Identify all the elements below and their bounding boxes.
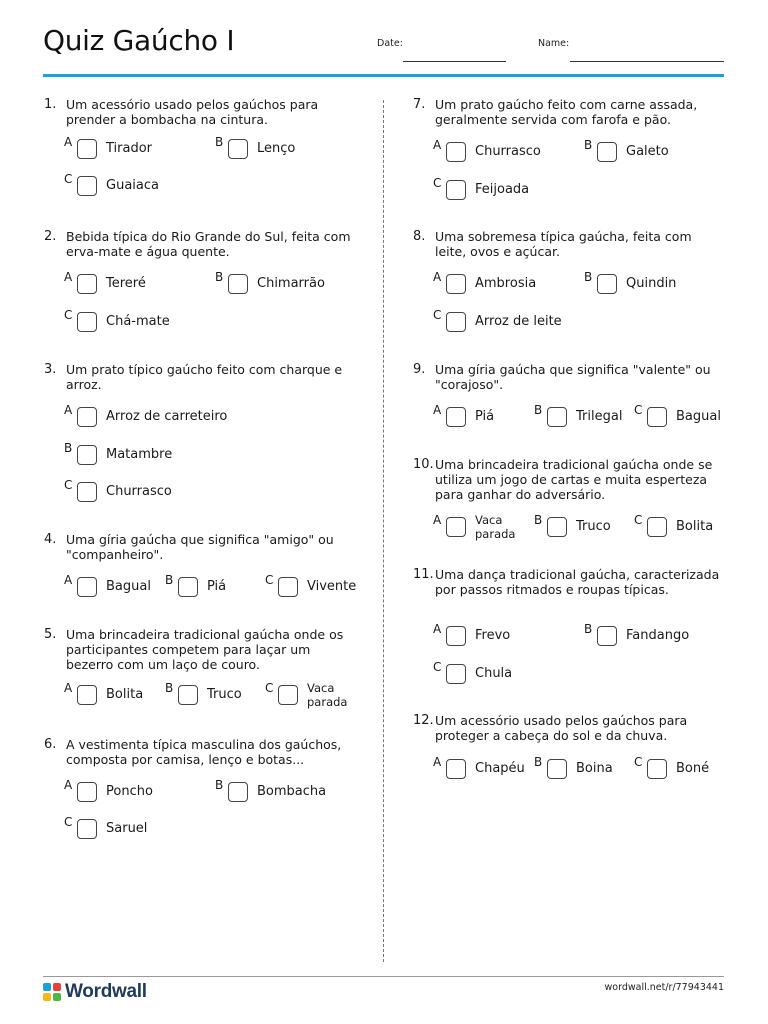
option-label: Boina	[576, 761, 613, 776]
option-label: Truco	[576, 519, 611, 534]
question-text: Um acessório usado pelos gaúchos para prender a bombacha na cintura.	[66, 97, 319, 127]
option-label: Fandango	[626, 628, 690, 643]
answer-checkbox[interactable]	[77, 312, 97, 332]
option-letter: A	[433, 755, 442, 769]
option-letter: B	[534, 755, 543, 769]
answer-checkbox[interactable]	[77, 176, 97, 196]
question-number: 6.	[44, 737, 57, 752]
option-label: Guaiaca	[106, 178, 159, 193]
answer-checkbox[interactable]	[77, 407, 97, 427]
option-label: Chapéu	[475, 761, 525, 776]
answer-checkbox[interactable]	[647, 407, 667, 427]
answer-checkbox[interactable]	[77, 482, 97, 502]
answer-checkbox[interactable]	[228, 139, 248, 159]
answer-checkbox[interactable]	[446, 274, 466, 294]
option-letter: C	[433, 660, 442, 674]
answer-checkbox[interactable]	[446, 407, 466, 427]
date-field[interactable]	[403, 61, 506, 62]
question-number: 11.	[413, 567, 434, 582]
option-label: Vaca parada	[475, 513, 516, 541]
option-label: Feijoada	[475, 182, 530, 197]
option-label: Chá-mate	[106, 314, 170, 329]
name-label: Name:	[538, 38, 570, 49]
option-letter: C	[634, 755, 643, 769]
question-text: Um acessório usado pelos gaúchos para proteger a cabeça do sol e da chuva.	[435, 713, 688, 743]
answer-checkbox[interactable]	[446, 180, 466, 200]
option-letter: B	[534, 513, 543, 527]
option-label: Galeto	[626, 144, 669, 159]
answer-checkbox[interactable]	[228, 782, 248, 802]
footer-divider	[43, 976, 724, 977]
answer-checkbox[interactable]	[178, 685, 198, 705]
question-text: A vestimenta típica masculina dos gaúchos, composta por camisa, lenço e botas...	[66, 737, 342, 767]
wordwall-logo	[43, 982, 147, 1002]
answer-checkbox[interactable]	[77, 139, 97, 159]
answer-checkbox[interactable]	[278, 685, 298, 705]
answer-checkbox[interactable]	[446, 626, 466, 646]
question-text: Uma brincadeira tradicional gaúcha onde se utiliza um jogo de cartas e muita esperteza para ganhar do adversário.	[435, 457, 713, 502]
option-label: Boné	[676, 761, 710, 776]
option-label: Bombacha	[257, 784, 327, 799]
page-title: Quiz Gaúcho I	[43, 24, 235, 57]
answer-checkbox[interactable]	[77, 782, 97, 802]
option-label: Bolita	[676, 519, 714, 534]
answer-checkbox[interactable]	[597, 142, 617, 162]
answer-checkbox[interactable]	[178, 577, 198, 597]
answer-checkbox[interactable]	[647, 517, 667, 537]
logo-square-red	[53, 983, 61, 991]
answer-checkbox[interactable]	[547, 517, 567, 537]
answer-checkbox[interactable]	[446, 664, 466, 684]
option-letter: A	[64, 135, 73, 149]
question-number: 12.	[413, 713, 434, 728]
option-letter: B	[215, 778, 224, 792]
answer-checkbox[interactable]	[77, 577, 97, 597]
option-label: Poncho	[106, 784, 153, 799]
option-letter: C	[64, 308, 73, 322]
option-letter: B	[215, 135, 224, 149]
question-text: Um prato gaúcho feito com carne assada, geralmente servida com farofa e pão.	[435, 97, 698, 127]
option-label: Vivente	[307, 579, 357, 594]
option-letter: A	[64, 778, 73, 792]
option-letter: C	[634, 513, 643, 527]
option-label: Bagual	[676, 409, 721, 424]
option-label: Piá	[475, 409, 495, 424]
answer-checkbox[interactable]	[278, 577, 298, 597]
wordwall-brand-text: Wordwall	[65, 981, 147, 1002]
option-label: Quindin	[626, 276, 677, 291]
question-number: 9.	[413, 362, 426, 377]
option-letter: C	[634, 403, 643, 417]
option-letter: A	[433, 513, 442, 527]
question-text: Uma gíria gaúcha que significa "valente" ou "corajoso".	[435, 362, 711, 392]
question-text: Uma dança tradicional gaúcha, caracterizada por passos ritmados e roupas típicas.	[435, 567, 720, 597]
logo-square-blue	[43, 983, 51, 991]
option-label: Churrasco	[106, 484, 172, 499]
answer-checkbox[interactable]	[446, 312, 466, 332]
question-number: 4.	[44, 532, 57, 547]
option-letter: C	[433, 308, 442, 322]
question-number: 8.	[413, 229, 426, 244]
option-letter: A	[433, 270, 442, 284]
option-label: Truco	[207, 687, 242, 702]
option-label: Chimarrão	[257, 276, 325, 291]
option-letter: B	[584, 138, 593, 152]
header-divider	[43, 74, 724, 77]
answer-checkbox[interactable]	[77, 819, 97, 839]
option-label: Vaca parada	[307, 681, 348, 709]
option-label: Bagual	[106, 579, 151, 594]
option-letter: C	[265, 681, 274, 695]
question-text: Um prato típico gaúcho feito com charque e arroz.	[66, 362, 343, 392]
option-label: Piá	[207, 579, 227, 594]
answer-checkbox[interactable]	[597, 274, 617, 294]
answer-checkbox[interactable]	[547, 759, 567, 779]
wordwall-logo-icon	[43, 983, 61, 1001]
option-letter: B	[584, 270, 593, 284]
logo-square-yellow	[43, 993, 51, 1001]
option-letter: B	[534, 403, 543, 417]
question-number: 1.	[44, 97, 57, 112]
option-letter: B	[165, 573, 174, 587]
option-letter: C	[64, 815, 73, 829]
question-text: Bebida típica do Rio Grande do Sul, feita com erva-mate e água quente.	[66, 229, 351, 259]
question-number: 5.	[44, 627, 57, 642]
column-divider	[383, 100, 384, 962]
question-number: 2.	[44, 229, 57, 244]
answer-checkbox[interactable]	[647, 759, 667, 779]
answer-checkbox[interactable]	[77, 274, 97, 294]
name-field[interactable]	[570, 61, 724, 62]
option-letter: B	[64, 441, 73, 455]
logo-square-green	[53, 993, 61, 1001]
option-letter: B	[584, 622, 593, 636]
option-letter: A	[433, 622, 442, 636]
option-letter: B	[215, 270, 224, 284]
option-letter: A	[433, 138, 442, 152]
option-label: Matambre	[106, 447, 173, 462]
answer-checkbox[interactable]	[77, 685, 97, 705]
option-label: Arroz de leite	[475, 314, 562, 329]
question-number: 7.	[413, 97, 426, 112]
answer-checkbox[interactable]	[228, 274, 248, 294]
option-letter: B	[165, 681, 174, 695]
answer-checkbox[interactable]	[446, 759, 466, 779]
answer-checkbox[interactable]	[446, 142, 466, 162]
question-number: 3.	[44, 362, 57, 377]
option-label: Lenço	[257, 141, 296, 156]
answer-checkbox[interactable]	[77, 445, 97, 465]
option-label: Churrasco	[475, 144, 541, 159]
answer-checkbox[interactable]	[446, 517, 466, 537]
date-label: Date:	[377, 38, 403, 49]
option-label: Bolita	[106, 687, 144, 702]
question-number: 10.	[413, 457, 434, 472]
option-letter: A	[64, 270, 73, 284]
question-text: Uma brincadeira tradicional gaúcha onde os participantes competem para laçar um bezerro com um laço de couro.	[66, 627, 344, 672]
option-letter: A	[64, 573, 73, 587]
option-label: Tereré	[106, 276, 146, 291]
option-label: Saruel	[106, 821, 148, 836]
option-label: Chula	[475, 666, 513, 681]
option-letter: A	[64, 681, 73, 695]
question-text: Uma sobremesa típica gaúcha, feita com leite, ovos e açúcar.	[435, 229, 692, 259]
answer-checkbox[interactable]	[547, 407, 567, 427]
option-letter: C	[433, 176, 442, 190]
option-letter: C	[64, 478, 73, 492]
option-letter: C	[64, 172, 73, 186]
option-label: Arroz de carreteiro	[106, 409, 228, 424]
option-label: Trilegal	[576, 409, 623, 424]
option-label: Tirador	[106, 141, 153, 156]
option-label: Frevo	[475, 628, 511, 643]
option-label: Ambrosia	[475, 276, 537, 291]
option-letter: A	[433, 403, 442, 417]
footer-url: wordwall.net/r/77943441	[604, 982, 724, 993]
option-letter: A	[64, 403, 73, 417]
option-letter: C	[265, 573, 274, 587]
question-text: Uma gíria gaúcha que significa "amigo" ou "companheiro".	[66, 532, 334, 562]
answer-checkbox[interactable]	[597, 626, 617, 646]
